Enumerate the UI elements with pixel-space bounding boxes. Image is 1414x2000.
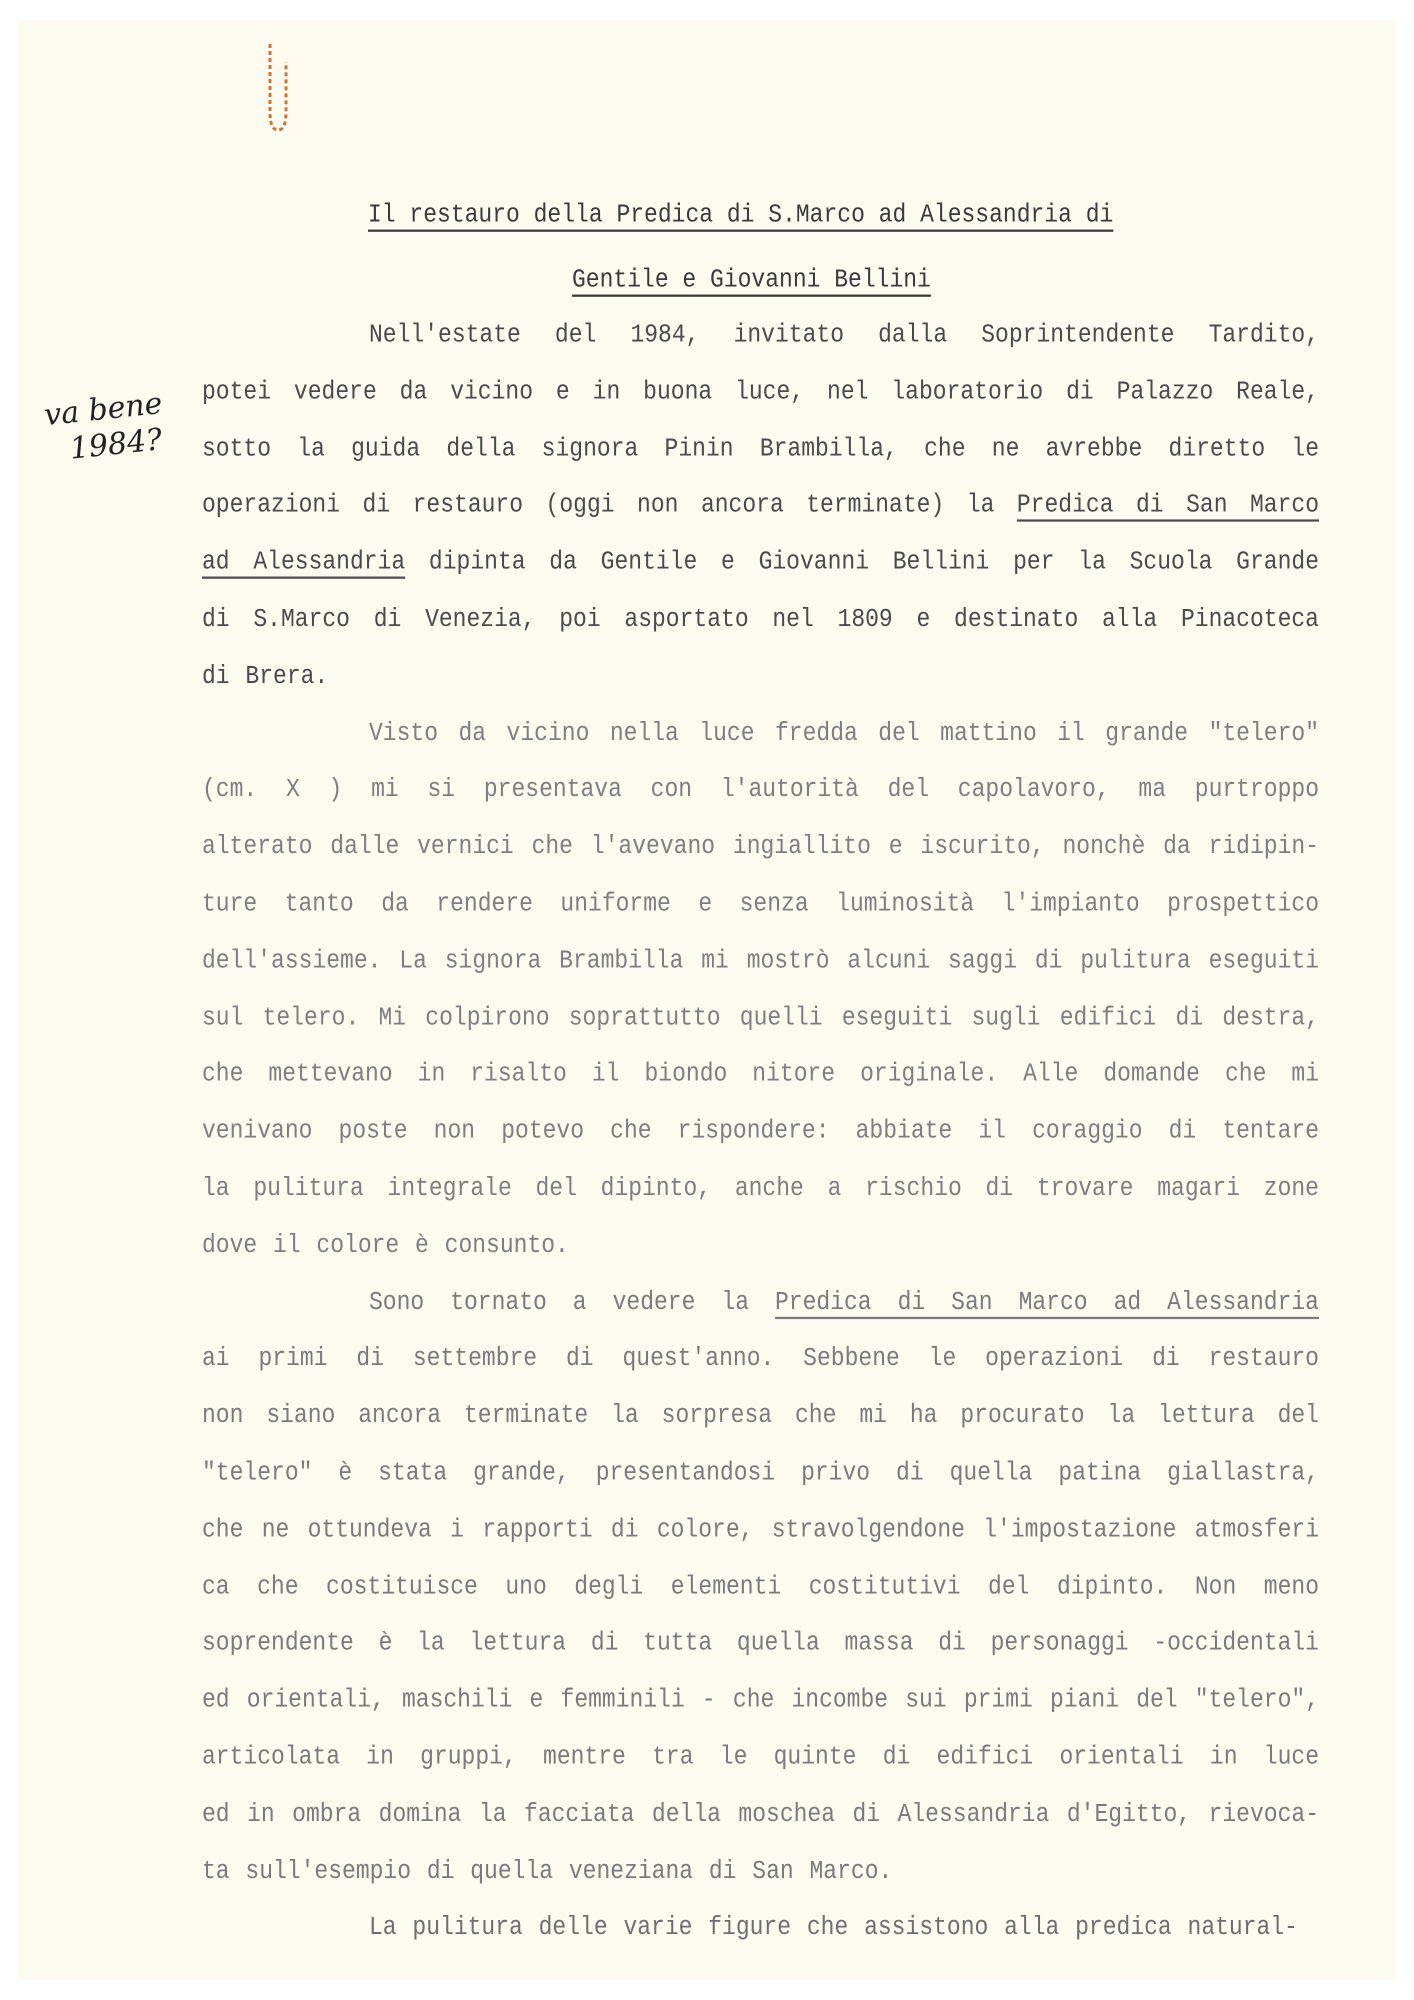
text-segment: Sono tornato a vedere la	[369, 1287, 775, 1317]
underlined-title-reference: ad Alessandria	[202, 547, 406, 577]
text-line	[202, 705, 1319, 762]
document-title-text: Il restauro della Predica di S.Marco ad Alessandria di	[368, 200, 1114, 230]
text-line	[202, 534, 1319, 591]
text-line	[202, 1217, 1319, 1274]
text-line	[202, 307, 1319, 364]
text-line	[202, 591, 1319, 648]
text-line	[202, 762, 1319, 819]
text-segment: (cm. X ) mi si presentava con l'autorità del capolavoro, ma purtroppo	[202, 775, 1319, 805]
text-segment: operazioni di restauro (oggi non ancora terminate) la	[202, 490, 1017, 520]
text-segment: Nell'estate del 1984, invitato dalla Soprintendente Tardito,	[369, 320, 1319, 350]
text-line	[202, 648, 1319, 705]
text-line	[202, 1786, 1319, 1843]
paper-sheet	[18, 20, 1396, 1980]
text-segment: ai primi di settembre di quest'anno. Sebbene le operazioni di restauro	[202, 1344, 1319, 1374]
text-line	[202, 989, 1319, 1046]
text-segment: sul telero. Mi colpirono soprattutto quelli eseguiti sugli edifici di destra,	[202, 1002, 1319, 1032]
text-line	[202, 1615, 1319, 1672]
text-segment: ca che costituisce uno degli elementi costitutivi del dipinto. Non meno	[202, 1571, 1319, 1601]
text-line	[202, 420, 1319, 477]
text-segment: ture tanto da rendere uniforme e senza luminosità l'impianto prospettico	[202, 888, 1319, 919]
document-subtitle	[572, 265, 931, 294]
handwritten-note	[43, 386, 168, 470]
text-segment: di S.Marco di Venezia, poi asportato nel 1809 e destinato alla Pinacoteca	[202, 604, 1319, 634]
paragraph	[202, 1900, 1319, 1957]
text-line	[202, 1444, 1319, 1501]
text-segment: alterato dalle vernici che l'avevano ingiallito e iscurito, nonchè da ridipin-	[202, 832, 1319, 862]
text-segment: venivano poste non potevo che rispondere: abbiate il coraggio di tentare	[202, 1116, 1319, 1146]
text-line	[202, 1558, 1319, 1615]
underlined-title-reference: Predica di San Marco ad Alessandria	[774, 1287, 1319, 1317]
text-line	[202, 1160, 1319, 1217]
text-line	[202, 1501, 1319, 1558]
document-title	[368, 200, 1113, 229]
text-line	[202, 932, 1319, 989]
paperclip-mark-icon	[264, 42, 290, 134]
text-segment: ed orientali, maschili e femminili - che incombe sui primi piani del "telero",	[202, 1685, 1319, 1715]
text-segment: che ne ottundeva i rapporti di colore, stravolgendone l'impostazione atmosferi	[202, 1514, 1319, 1544]
text-segment: potei vedere da vicino e in buona luce, nel laboratorio di Palazzo Reale,	[202, 376, 1319, 407]
text-line	[202, 876, 1319, 933]
text-line	[202, 1103, 1319, 1160]
underlined-title-reference: Predica di San Marco	[1016, 490, 1319, 520]
paragraph	[202, 705, 1319, 1274]
text-line	[202, 1046, 1319, 1103]
text-line	[202, 1729, 1319, 1786]
text-segment: "telero" è stata grande, presentandosi privo di quella patina giallastra,	[202, 1457, 1319, 1488]
paragraph	[202, 307, 1319, 705]
text-segment: Visto da vicino nella luce fredda del mattino il grande "telero"	[369, 718, 1319, 748]
text-line	[202, 477, 1319, 534]
text-segment: la pulitura integrale del dipinto, anche a rischio di trovare magari zone	[202, 1173, 1319, 1203]
text-line	[202, 1672, 1319, 1729]
text-line	[202, 1900, 1319, 1957]
text-segment: sotto la guida della signora Pinin Brambilla, che ne avrebbe diretto le	[202, 433, 1319, 463]
handwritten-note-line: 1984?	[68, 422, 164, 467]
paragraph	[202, 1274, 1319, 1900]
text-line	[202, 1843, 1319, 1900]
text-segment: ta sull'esempio di quella veneziana di San Marco.	[202, 1856, 893, 1886]
text-segment: dell'assieme. La signora Brambilla mi mostrò alcuni saggi di pulitura eseguiti	[202, 945, 1319, 975]
text-segment: che mettevano in risalto il biondo nitore originale. Alle domande che mi	[202, 1059, 1319, 1089]
document-body	[202, 307, 1319, 1957]
text-segment: non siano ancora terminate la sorpresa che mi ha procurato la lettura del	[202, 1401, 1319, 1431]
text-segment: dipinta da Gentile e Giovanni Bellini per la Scuola Grande	[405, 547, 1319, 577]
text-line	[202, 1274, 1319, 1331]
text-line	[202, 1331, 1319, 1388]
text-segment: articolata in gruppi, mentre tra le quinte di edifici orientali in luce	[202, 1742, 1319, 1772]
document-subtitle-text: Gentile e Giovanni Bellini	[572, 265, 931, 295]
text-segment: di Brera.	[202, 661, 329, 691]
text-line	[202, 364, 1319, 421]
text-segment: ed in ombra domina la facciata della moschea di Alessandria d'Egitto, rievoca-	[202, 1799, 1319, 1829]
text-line	[202, 1388, 1319, 1445]
text-line	[202, 819, 1319, 876]
handwritten-note-line: va bene	[42, 386, 164, 434]
text-segment: soprendente è la lettura di tutta quella massa di personaggi -occidentali	[202, 1628, 1319, 1658]
text-segment: dove il colore è consunto.	[202, 1230, 569, 1260]
text-segment: La pulitura delle varie figure che assistono alla predica natural-	[369, 1913, 1298, 1943]
